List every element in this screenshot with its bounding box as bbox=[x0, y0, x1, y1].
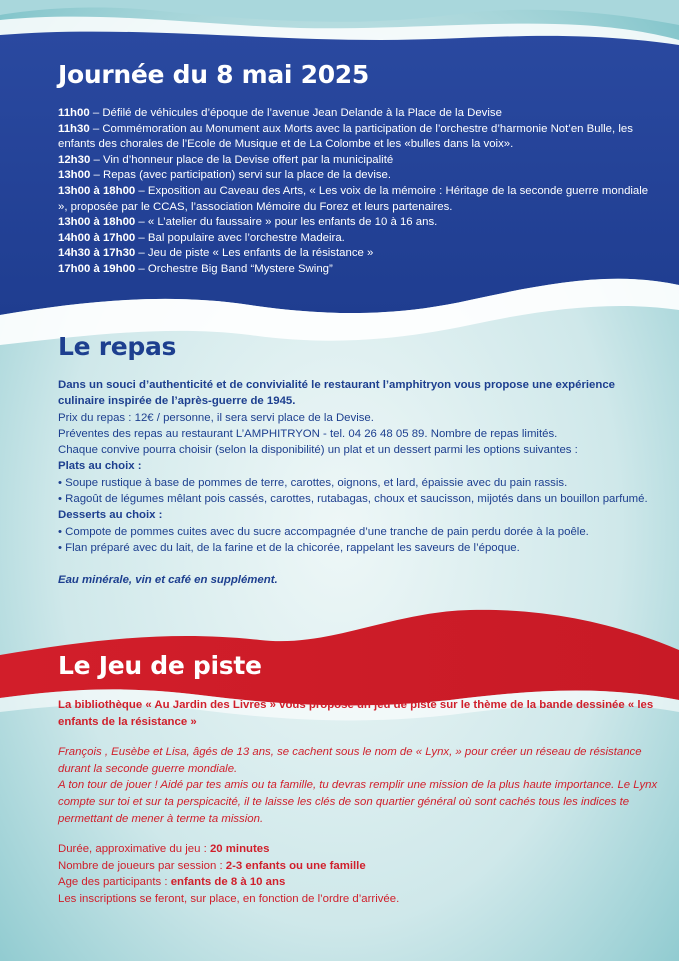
repas-note: Eau minérale, vin et café en supplément. bbox=[58, 574, 278, 587]
dessert-item: • Compote de pommes cuites avec du sucre accompagnée d’une tranche de pain perdu dorée à la poêle. bbox=[58, 525, 589, 538]
schedule-item bbox=[58, 262, 658, 278]
schedule-time: 14h00 à 17h00 bbox=[58, 231, 136, 244]
schedule-item bbox=[58, 231, 658, 247]
repas-price: Prix du repas : 12€ / personne, il sera servi place de la Devise. bbox=[58, 411, 374, 424]
spacer bbox=[58, 556, 660, 572]
repas-choice: Chaque convive pourra choisir (selon la disponibilité) un plat et un dessert parmi les options suivantes : bbox=[58, 444, 578, 457]
schedule-item bbox=[58, 168, 658, 184]
schedule-text: – Orchestre Big Band “Mystere Swing” bbox=[135, 262, 333, 275]
schedule-list bbox=[58, 106, 658, 278]
jeu-content bbox=[58, 697, 660, 908]
jeu-story-2: A ton tour de jouer ! Aidé par tes amis ou ta famille, tu devras remplir une mission de la plus haute importance. Le Lynx compte sur toi et sur ta perspicacité, il te laisse les clés de son quartier général où sont cachés tous les indices te permettant de mener à terme ta mission. bbox=[58, 779, 658, 825]
spacer bbox=[58, 827, 660, 841]
desserts-label: Desserts au choix : bbox=[58, 509, 163, 522]
jeu-inscriptions: Les inscriptions se feront, sur place, en fonction de l’ordre d’arrivée. bbox=[58, 892, 400, 905]
age-label: Age des participants : bbox=[58, 876, 171, 889]
plats-label: Plats au choix : bbox=[58, 460, 142, 473]
players-label: Nombre de joueurs par session : bbox=[58, 859, 226, 872]
duration-value: 20 minutes bbox=[209, 843, 270, 856]
jeu-duration bbox=[58, 841, 660, 858]
schedule-time: 11h30 bbox=[58, 122, 90, 135]
schedule-text: – Exposition au Caveau des Arts, « Les voix de la mémoire : Héritage de la seconde guerre mondiale », proposée par le CCAS, l’association Mémoire du Forez et leurs partenaires. bbox=[58, 184, 649, 213]
players-value: 2-3 enfants ou une famille bbox=[225, 859, 366, 872]
schedule-item bbox=[58, 106, 658, 122]
plat-item: • Ragoût de légumes mêlant pois cassés, carottes, rutabagas, choux et saucisson, mijotés dans un bouillon parfumé. bbox=[58, 493, 648, 506]
duration-label: Durée, approximative du jeu : bbox=[58, 843, 210, 856]
schedule-item bbox=[58, 215, 658, 231]
section-title-journee: Journée du 8 mai 2025 bbox=[58, 60, 369, 89]
repas-content bbox=[58, 377, 660, 589]
jeu-intro: La bibliothèque « Au Jardin des Livres » vous propose un jeu de piste sur le thème de la bande dessinée « les enfants de la résistance » bbox=[58, 699, 654, 728]
schedule-item bbox=[58, 122, 658, 153]
schedule-time: 12h30 bbox=[58, 153, 91, 166]
repas-presale: Préventes des repas au restaurant L’AMPHITRYON - tel. 04 26 48 05 89. Nombre de repas limités. bbox=[58, 427, 558, 440]
dessert-item: • Flan préparé avec du lait, de la farine et de la chicorée, rappelant les saveurs de l’époque. bbox=[58, 541, 520, 554]
schedule-item bbox=[58, 246, 658, 262]
jeu-story-1: François , Eusèbe et Lisa, âgés de 13 ans, se cachent sous le nom de « Lynx, » pour créer un réseau de résistance durant la seconde guerre mondiale. bbox=[58, 746, 642, 775]
jeu-players bbox=[58, 858, 660, 875]
schedule-time: 13h00 bbox=[58, 169, 91, 182]
schedule-time: 11h00 bbox=[58, 107, 90, 119]
schedule-time: 13h00 à 18h00 bbox=[58, 216, 136, 229]
schedule-text: – « L’atelier du faussaire » pour les enfants de 10 à 16 ans. bbox=[135, 216, 438, 229]
schedule-text: – Bal populaire avec l’orchestre Madeira. bbox=[135, 231, 345, 244]
schedule-time: 14h30 à 17h30 bbox=[58, 247, 136, 260]
jeu-age bbox=[58, 874, 660, 891]
schedule-text: – Repas (avec participation) servi sur la place de la devise. bbox=[90, 169, 392, 182]
schedule-time: 17h00 à 19h00 bbox=[58, 262, 136, 275]
section-title-repas: Le repas bbox=[58, 332, 177, 361]
schedule-text: – Défilé de véhicules d’époque de l’avenue Jean Delande à la Place de la Devise bbox=[89, 107, 502, 119]
section-title-jeu: Le Jeu de piste bbox=[58, 651, 262, 680]
schedule-item bbox=[58, 184, 658, 215]
schedule-time: 13h00 à 18h00 bbox=[58, 184, 136, 197]
repas-intro: Dans un souci d’authenticité et de convivialité le restaurant l’amphitryon vous propose une expérience culinaire inspirée de l’après-guerre de 1945. bbox=[58, 379, 616, 408]
schedule-text: – Commémoration au Monument aux Morts avec la participation de l’orchestre d’harmonie Not’en Bulle, les enfants des chorales de l’Ecole de Musique et de La Colombe et les «bulles dans la voix». bbox=[58, 122, 633, 151]
schedule-text: – Jeu de piste « Les enfants de la résistance » bbox=[135, 247, 374, 260]
schedule-text: – Vin d’honneur place de la Devise offert par la municipalité bbox=[90, 153, 394, 166]
spacer bbox=[58, 730, 660, 744]
plat-item: • Soupe rustique à base de pommes de terre, carottes, oignons, et lard, épaissie avec du pain rassis. bbox=[58, 476, 568, 489]
schedule-item bbox=[58, 153, 658, 169]
age-value: enfants de 8 à 10 ans bbox=[170, 876, 286, 889]
